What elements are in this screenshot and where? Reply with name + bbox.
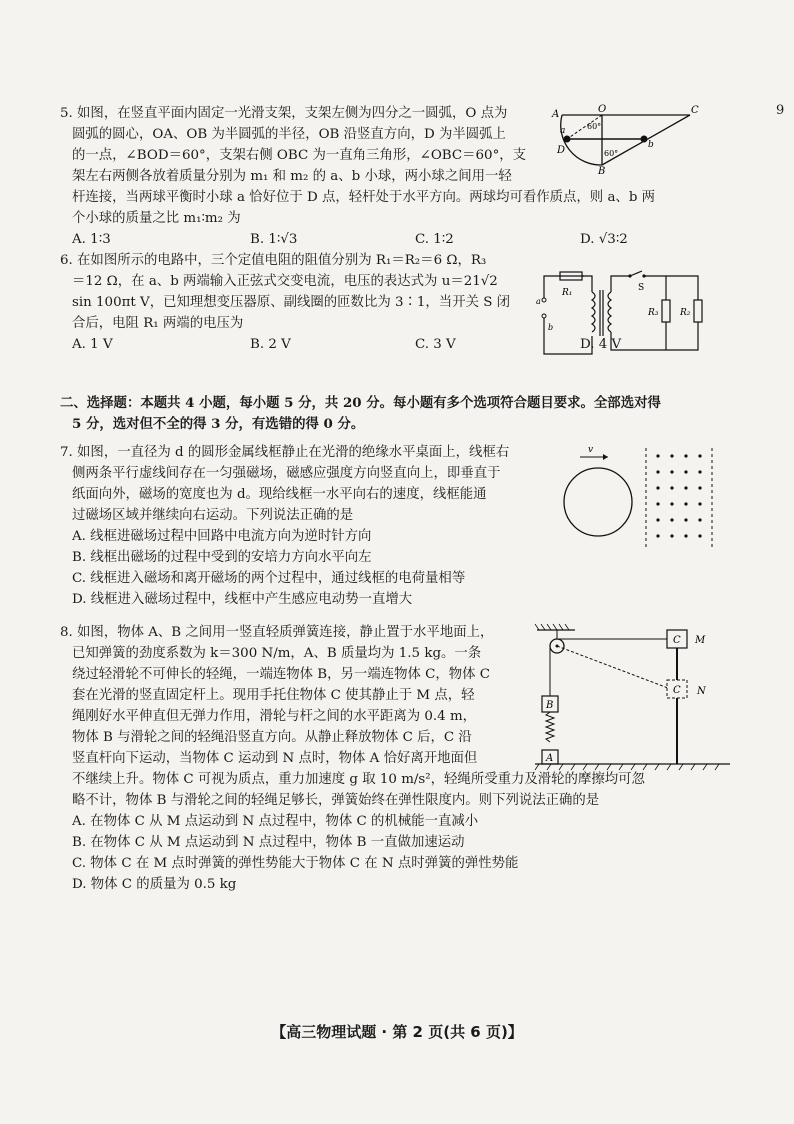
fig5-label-small-a: a xyxy=(560,126,566,136)
fig8-label-a: A xyxy=(546,753,554,764)
q7-line: 纸面向外，磁场的宽度也为 d。现给线框一水平向右的速度，线框能通 xyxy=(72,487,487,502)
q6-line: 合后，电阻 R₁ 两端的电压为 xyxy=(72,316,244,331)
q8-option-a: A. 在物体 C 从 M 点运动到 N 点过程中，物体 C 的机械能一直减小 xyxy=(72,814,479,829)
q6-line: 6. 在如图所示的电路中，三个定值电阻的阻值分别为 R₁＝R₂＝6 Ω，R₃ xyxy=(60,253,487,268)
q8-option-b: B. 在物体 C 从 M 点运动到 N 点过程中，物体 B 一直做加速运动 xyxy=(72,835,465,850)
fig8-label-n: N xyxy=(697,686,706,697)
q5-line: 杆连接，当两球平衡时小球 a 恰好位于 D 点，轻杆处于水平方向。两球均可看作质点，则 a、b 两 xyxy=(72,190,656,205)
q8-line: 绕过轻滑轮不可伸长的轻绳，一端连物体 B，另一端连物体 C，物体 C xyxy=(72,667,491,682)
fig7-label-v: v xyxy=(588,445,594,455)
q7-line: 7. 如图，一直径为 d 的圆形金属线框静止在光滑的绝缘水平桌面上，线框右 xyxy=(60,445,510,460)
q8-option-c: C. 物体 C 在 M 点时弹簧的弹性势能大于物体 C 在 N 点时弹簧的弹性势能 xyxy=(72,856,519,871)
q8-line: 绳刚好水平伸直但无弹力作用，滑轮与杆之间的水平距离为 0.4 m， xyxy=(72,709,477,724)
q8-line: 物体 B 与滑轮之间的轻绳沿竖直方向。从静止释放物体 C 后，C 沿 xyxy=(72,730,472,745)
q5-line: 圆弧的圆心，OA、OB 为半圆弧的半径，OB 沿竖直方向，D 为半圆弧上 xyxy=(72,127,506,142)
q7-figure xyxy=(560,442,720,552)
fig5-label-o: O xyxy=(598,104,607,115)
q5-options xyxy=(60,229,750,250)
q5-line: 个小球的质量之比 m₁∶m₂ 为 xyxy=(72,211,241,226)
page-footer: 【高三物理试题 · 第 2 页(共 6 页)】 xyxy=(271,1023,523,1041)
q6-option-a: A. 1 V xyxy=(72,337,113,352)
fig8-label-c-bottom: C xyxy=(673,685,681,696)
q8-option-d: D. 物体 C 的质量为 0.5 kg xyxy=(72,877,237,892)
q7-option-b: B. 线框出磁场的过程中受到的安培力方向水平向左 xyxy=(72,550,372,565)
fig5-angle-top: 60° xyxy=(587,122,602,131)
fig6-label-r1: R₁ xyxy=(562,288,573,298)
q5-option-b: B. 1∶√3 xyxy=(250,232,298,247)
q8-line: 8. 如图，物体 A、B 之间用一竖直轻质弹簧连接，静止置于水平地面上， xyxy=(60,625,494,640)
q5-option-d: D. √3∶2 xyxy=(580,232,628,247)
fig8-label-m: M xyxy=(695,635,706,646)
q7-option-a: A. 线框进磁场过程中回路中电流方向为逆时针方向 xyxy=(72,529,372,544)
q5-option-a: A. 1∶3 xyxy=(72,232,111,247)
fig5-label-c: C xyxy=(691,105,699,116)
side-mark: 9 xyxy=(776,103,785,118)
q6-option-b: B. 2 V xyxy=(250,337,291,352)
q5-line: 的一点，∠BOD＝60°，支架右侧 OBC 为一直角三角形，∠OBC＝60°，支 xyxy=(72,148,527,163)
q8-line: 略不计，物体 B 与滑轮之间的轻绳足够长，弹簧始终在弹性限度内。则下列说法正确的是 xyxy=(72,793,600,808)
q8-line: 已知弹簧的劲度系数为 k＝300 N/m，A、B 质量均为 1.5 kg。一条 xyxy=(72,646,482,661)
q6-figure xyxy=(538,270,710,360)
q6-line: ＝12 Ω，在 a、b 两端输入正弦式交变电流，电压的表达式为 u＝21√2 xyxy=(72,274,498,289)
q5-line: 5. 如图，在竖直平面内固定一光滑支架，支架左侧为四分之一圆弧，O 点为 xyxy=(60,106,508,121)
fig5-label-small-b: b xyxy=(648,140,654,150)
q7-option-d: D. 线框进入磁场过程中，线框中产生感应电动势一直增大 xyxy=(72,592,413,607)
fig6-label-s: S xyxy=(638,283,645,293)
q5-figure xyxy=(540,103,700,175)
q6-line: sin 100πt V，已知理想变压器原、副线圈的匝数比为 3∶1，当开关 S 闭 xyxy=(72,295,511,310)
fig8-label-c-top: C xyxy=(673,635,681,646)
section-2-header xyxy=(60,393,740,435)
q8-line: 竖直杆向下运动，当物体 C 运动到 N 点时，物体 A 恰好离开地面但 xyxy=(72,751,478,766)
section-2-line: 5 分，选对但不全的得 3 分，有选错的得 0 分。 xyxy=(72,416,365,432)
q8-line: 套在光滑的竖直固定杆上。现用手托住物体 C 使其静止于 M 点，轻 xyxy=(72,688,475,703)
q6-option-c: C. 3 V xyxy=(415,337,456,352)
q7-line: 过磁场区域并继续向右运动。下列说法正确的是 xyxy=(72,508,354,523)
fig8-label-b: B xyxy=(546,700,554,711)
q7-option-c: C. 线框进入磁场和离开磁场的两个过程中，通过线框的电荷量相等 xyxy=(72,571,466,586)
fig6-label-r2: R₂ xyxy=(680,308,691,318)
fig6-label-a: a xyxy=(536,297,541,306)
q8-figure xyxy=(535,622,730,774)
q7-line: 侧两条平行虚线间存在一匀强磁场，磁感应强度方向竖直向上，即垂直于 xyxy=(72,466,501,481)
section-2-line: 二、选择题：本题共 4 小题，每小题 5 分，共 20 分。每小题有多个选项符合题目要求。全部选对得 xyxy=(60,395,661,411)
fig6-label-r3: R₃ xyxy=(648,308,659,318)
fig5-label-a-point: A xyxy=(552,109,560,120)
fig6-label-b: b xyxy=(548,323,554,332)
fig5-label-b: B xyxy=(598,166,606,177)
q6-option-d: D. 4 V xyxy=(580,337,622,352)
q5-option-c: C. 1∶2 xyxy=(415,232,454,247)
q8-line: 不继续上升。物体 C 可视为质点，重力加速度 g 取 10 m/s²，轻绳所受重力及滑轮的摩擦均可忽 xyxy=(72,772,645,787)
q5-line: 架左右两侧各放着质量分别为 m₁ 和 m₂ 的 a、b 小球，两小球之间用一轻 xyxy=(72,169,512,184)
fig5-angle-bottom: 60° xyxy=(604,149,619,158)
fig5-label-d: D xyxy=(557,145,566,156)
